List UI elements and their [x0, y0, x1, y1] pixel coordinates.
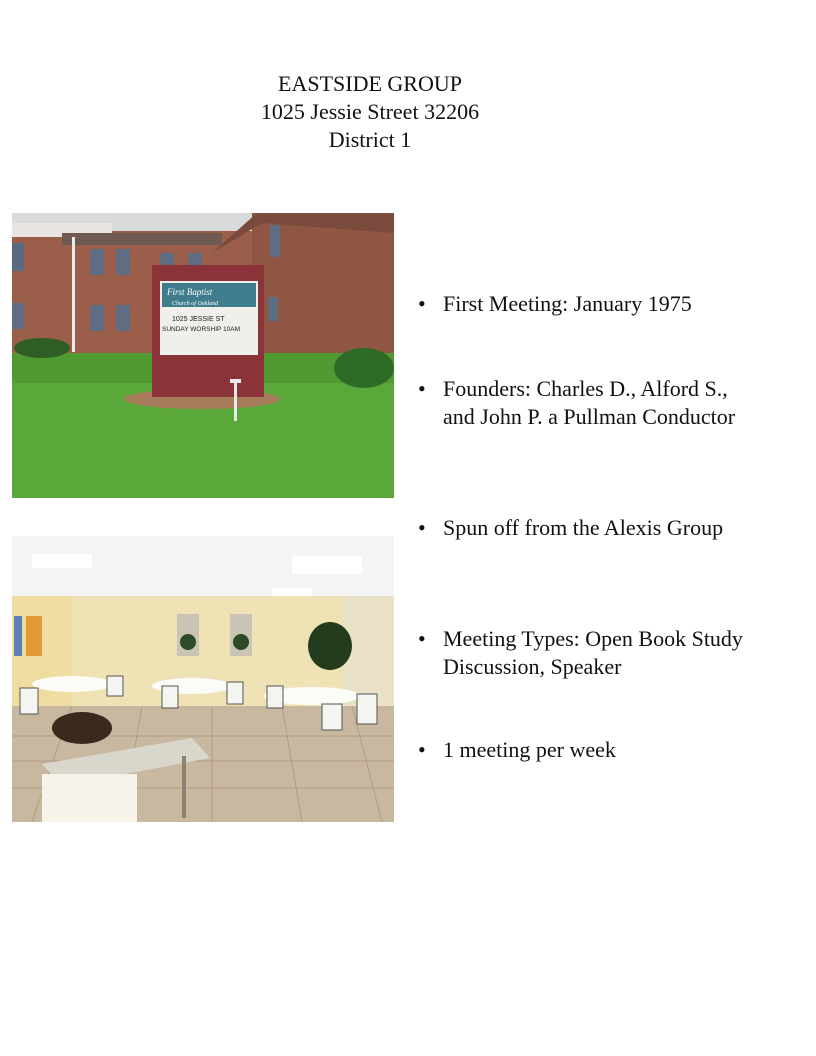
fact-meeting-types: Meeting Types: Open Book Study Discussion, Speaker	[443, 626, 743, 679]
bullet-dot: •	[418, 515, 426, 540]
church-exterior-photo	[12, 213, 394, 498]
meeting-hall-photo	[12, 536, 394, 822]
group-address: 1025 Jessie Street 32206	[260, 99, 480, 124]
bullet-dot: •	[418, 626, 426, 651]
list-item	[418, 375, 748, 431]
sign-church-city: Church of Oakland	[172, 301, 219, 307]
sign-church-name: First Baptist	[167, 287, 213, 297]
bullet-dot: •	[418, 737, 426, 762]
document-header	[0, 70, 740, 154]
list-item	[418, 514, 748, 542]
fact-spun-off: Spun off from the Alexis Group	[443, 515, 724, 540]
group-district: District 1	[328, 127, 412, 152]
list-item	[418, 625, 748, 681]
bullet-dot: •	[418, 376, 426, 401]
group-title: EASTSIDE GROUP	[278, 71, 462, 96]
fact-founders: Founders: Charles D., Alford S., and John P. a Pullman Conductor	[443, 376, 736, 429]
list-item	[418, 736, 748, 764]
sign-worship-time: SUNDAY WORSHIP 10AM	[162, 326, 241, 333]
list-item	[418, 290, 748, 318]
sign-address: 1025 JESSIE ST	[172, 316, 225, 323]
fact-frequency: 1 meeting per week	[443, 737, 616, 762]
bullet-dot: •	[418, 291, 426, 316]
fact-first-meeting: First Meeting: January 1975	[443, 291, 692, 316]
